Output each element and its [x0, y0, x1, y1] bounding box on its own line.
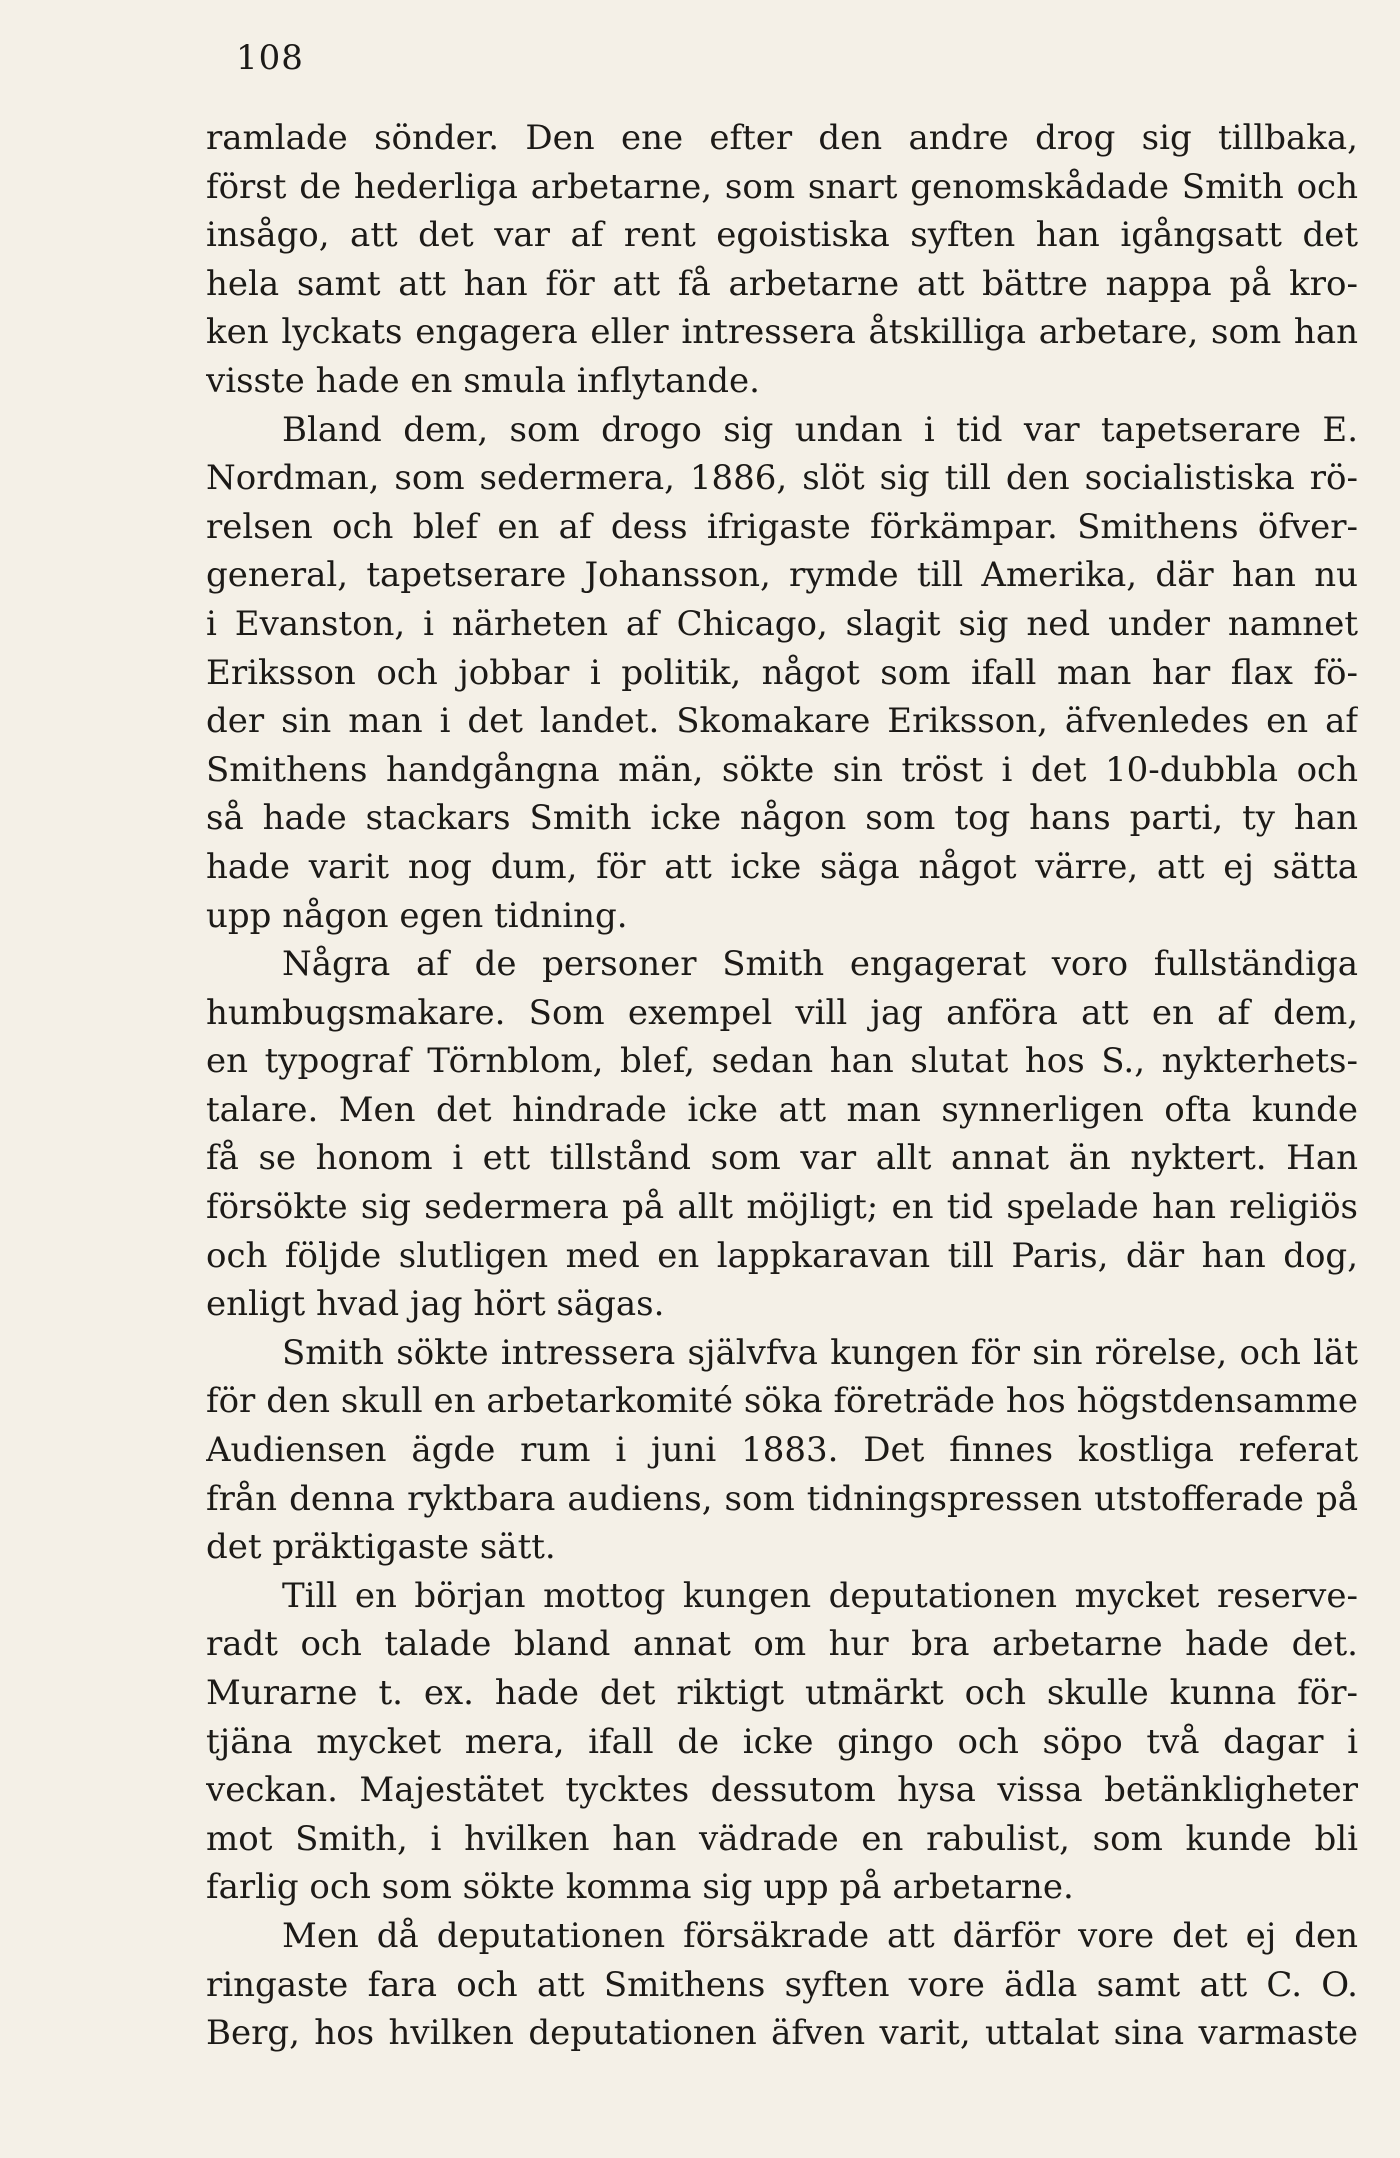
text-line: få se honom i ett tillstånd som var allt annat än nyktert. Han	[206, 1138, 1358, 1179]
text-line: en typograf Törnblom, blef, sedan han slutat hos S., nykterhets-	[206, 1041, 1358, 1082]
text-line: visste hade en smula inflytande.	[206, 360, 760, 401]
text-line: ramlade sönder. Den ene efter den andre drog sig tillbaka,	[206, 118, 1358, 158]
paragraph-first-line: Bland dem, som drogo sig undan i tid var tapetserare E.	[282, 409, 1358, 450]
text-line: från denna ryktbara audiens, som tidningspressen utstofferade på	[206, 1478, 1358, 1519]
text-line: det präktigaste sätt.	[206, 1527, 556, 1568]
text-line: ken lyckats engagera eller intressera åtskilliga arbetare, som han	[206, 312, 1358, 353]
body-text	[206, 114, 1358, 2058]
text-line: der sin man i det landet. Skomakare Eriksson, äfvenledes en af	[206, 701, 1358, 742]
paragraph-first-line: Men då deputationen försäkrade att därför vore det ej den	[282, 1915, 1358, 1956]
text-line: ringaste fara och att Smithens syften vore ädla samt att C. O.	[206, 1964, 1358, 2005]
text-line: general, tapetserare Johansson, rymde till Amerika, där han nu	[206, 555, 1358, 596]
text-line: försökte sig sedermera på allt möjligt; en tid spelade han religiös	[206, 1187, 1358, 1228]
text-line: radt och talade bland annat om hur bra arbetarne hade det.	[206, 1624, 1358, 1665]
text-line: tjäna mycket mera, ifall de icke gingo och söpo två dagar i	[206, 1721, 1358, 1762]
text-line: insågo, att det var af rent egoistiska syften han igångsatt det	[206, 215, 1358, 256]
text-line: veckan. Majestätet tycktes dessutom hysa vissa betänkligheter	[206, 1770, 1358, 1811]
text-line: hade varit nog dum, för att icke säga något värre, att ej sätta	[206, 846, 1358, 887]
text-line: så hade stackars Smith icke någon som tog hans parti, ty han	[206, 798, 1358, 839]
text-line: relsen och blef en af dess ifrigaste förkämpar. Smithens öfver-	[206, 506, 1358, 547]
paragraph-first-line: Smith sökte intressera självfva kungen för sin rörelse, och lät	[282, 1332, 1358, 1373]
text-line: Eriksson och jobbar i politik, något som ifall man har flax fö-	[206, 652, 1358, 693]
text-line: och följde slutligen med en lappkaravan till Paris, där han dog,	[206, 1235, 1358, 1276]
text-line: Murarne t. ex. hade det riktigt utmärkt och skulle kunna för-	[206, 1673, 1358, 1713]
text-line: upp någon egen tidning.	[206, 895, 628, 936]
text-line: hela samt att han för att få arbetarne att bättre nappa på kro-	[206, 263, 1358, 304]
paragraph-first-line: Till en början mottog kungen deputationen mycket reserve-	[282, 1575, 1358, 1616]
text-line: Smithens handgångna män, sökte sin tröst i det 10-dubbla och	[206, 749, 1358, 790]
text-line: Audiensen ägde rum i juni 1883. Det finnes kostliga referat	[206, 1430, 1358, 1471]
text-line: enligt hvad jag hört sägas.	[206, 1284, 665, 1325]
page-number: 108	[236, 38, 304, 78]
text-line: humbugsmakare. Som exempel vill jag anföra att en af dem,	[206, 992, 1358, 1033]
paragraph-first-line: Några af de personer Smith engagerat voro fullständiga	[282, 944, 1358, 985]
text-line: i Evanston, i närheten af Chicago, slagit sig ned under namnet	[206, 603, 1358, 644]
text-line: farlig och som sökte komma sig upp på arbetarne.	[206, 1867, 1074, 1908]
text-line: Berg, hos hvilken deputationen äfven varit, uttalat sina varmaste	[206, 2013, 1358, 2054]
text-line: först de hederliga arbetarne, som snart genomskådade Smith och	[206, 166, 1358, 207]
text-line: för den skull en arbetarkomité söka företräde hos högstdensamme	[206, 1381, 1358, 1422]
text-line: Nordman, som sedermera, 1886, slöt sig till den socialistiska rö-	[206, 458, 1358, 499]
text-line: mot Smith, i hvilken han vädrade en rabulist, som kunde bli	[206, 1818, 1358, 1859]
text-line: talare. Men det hindrade icke att man synnerligen ofta kunde	[206, 1089, 1358, 1130]
